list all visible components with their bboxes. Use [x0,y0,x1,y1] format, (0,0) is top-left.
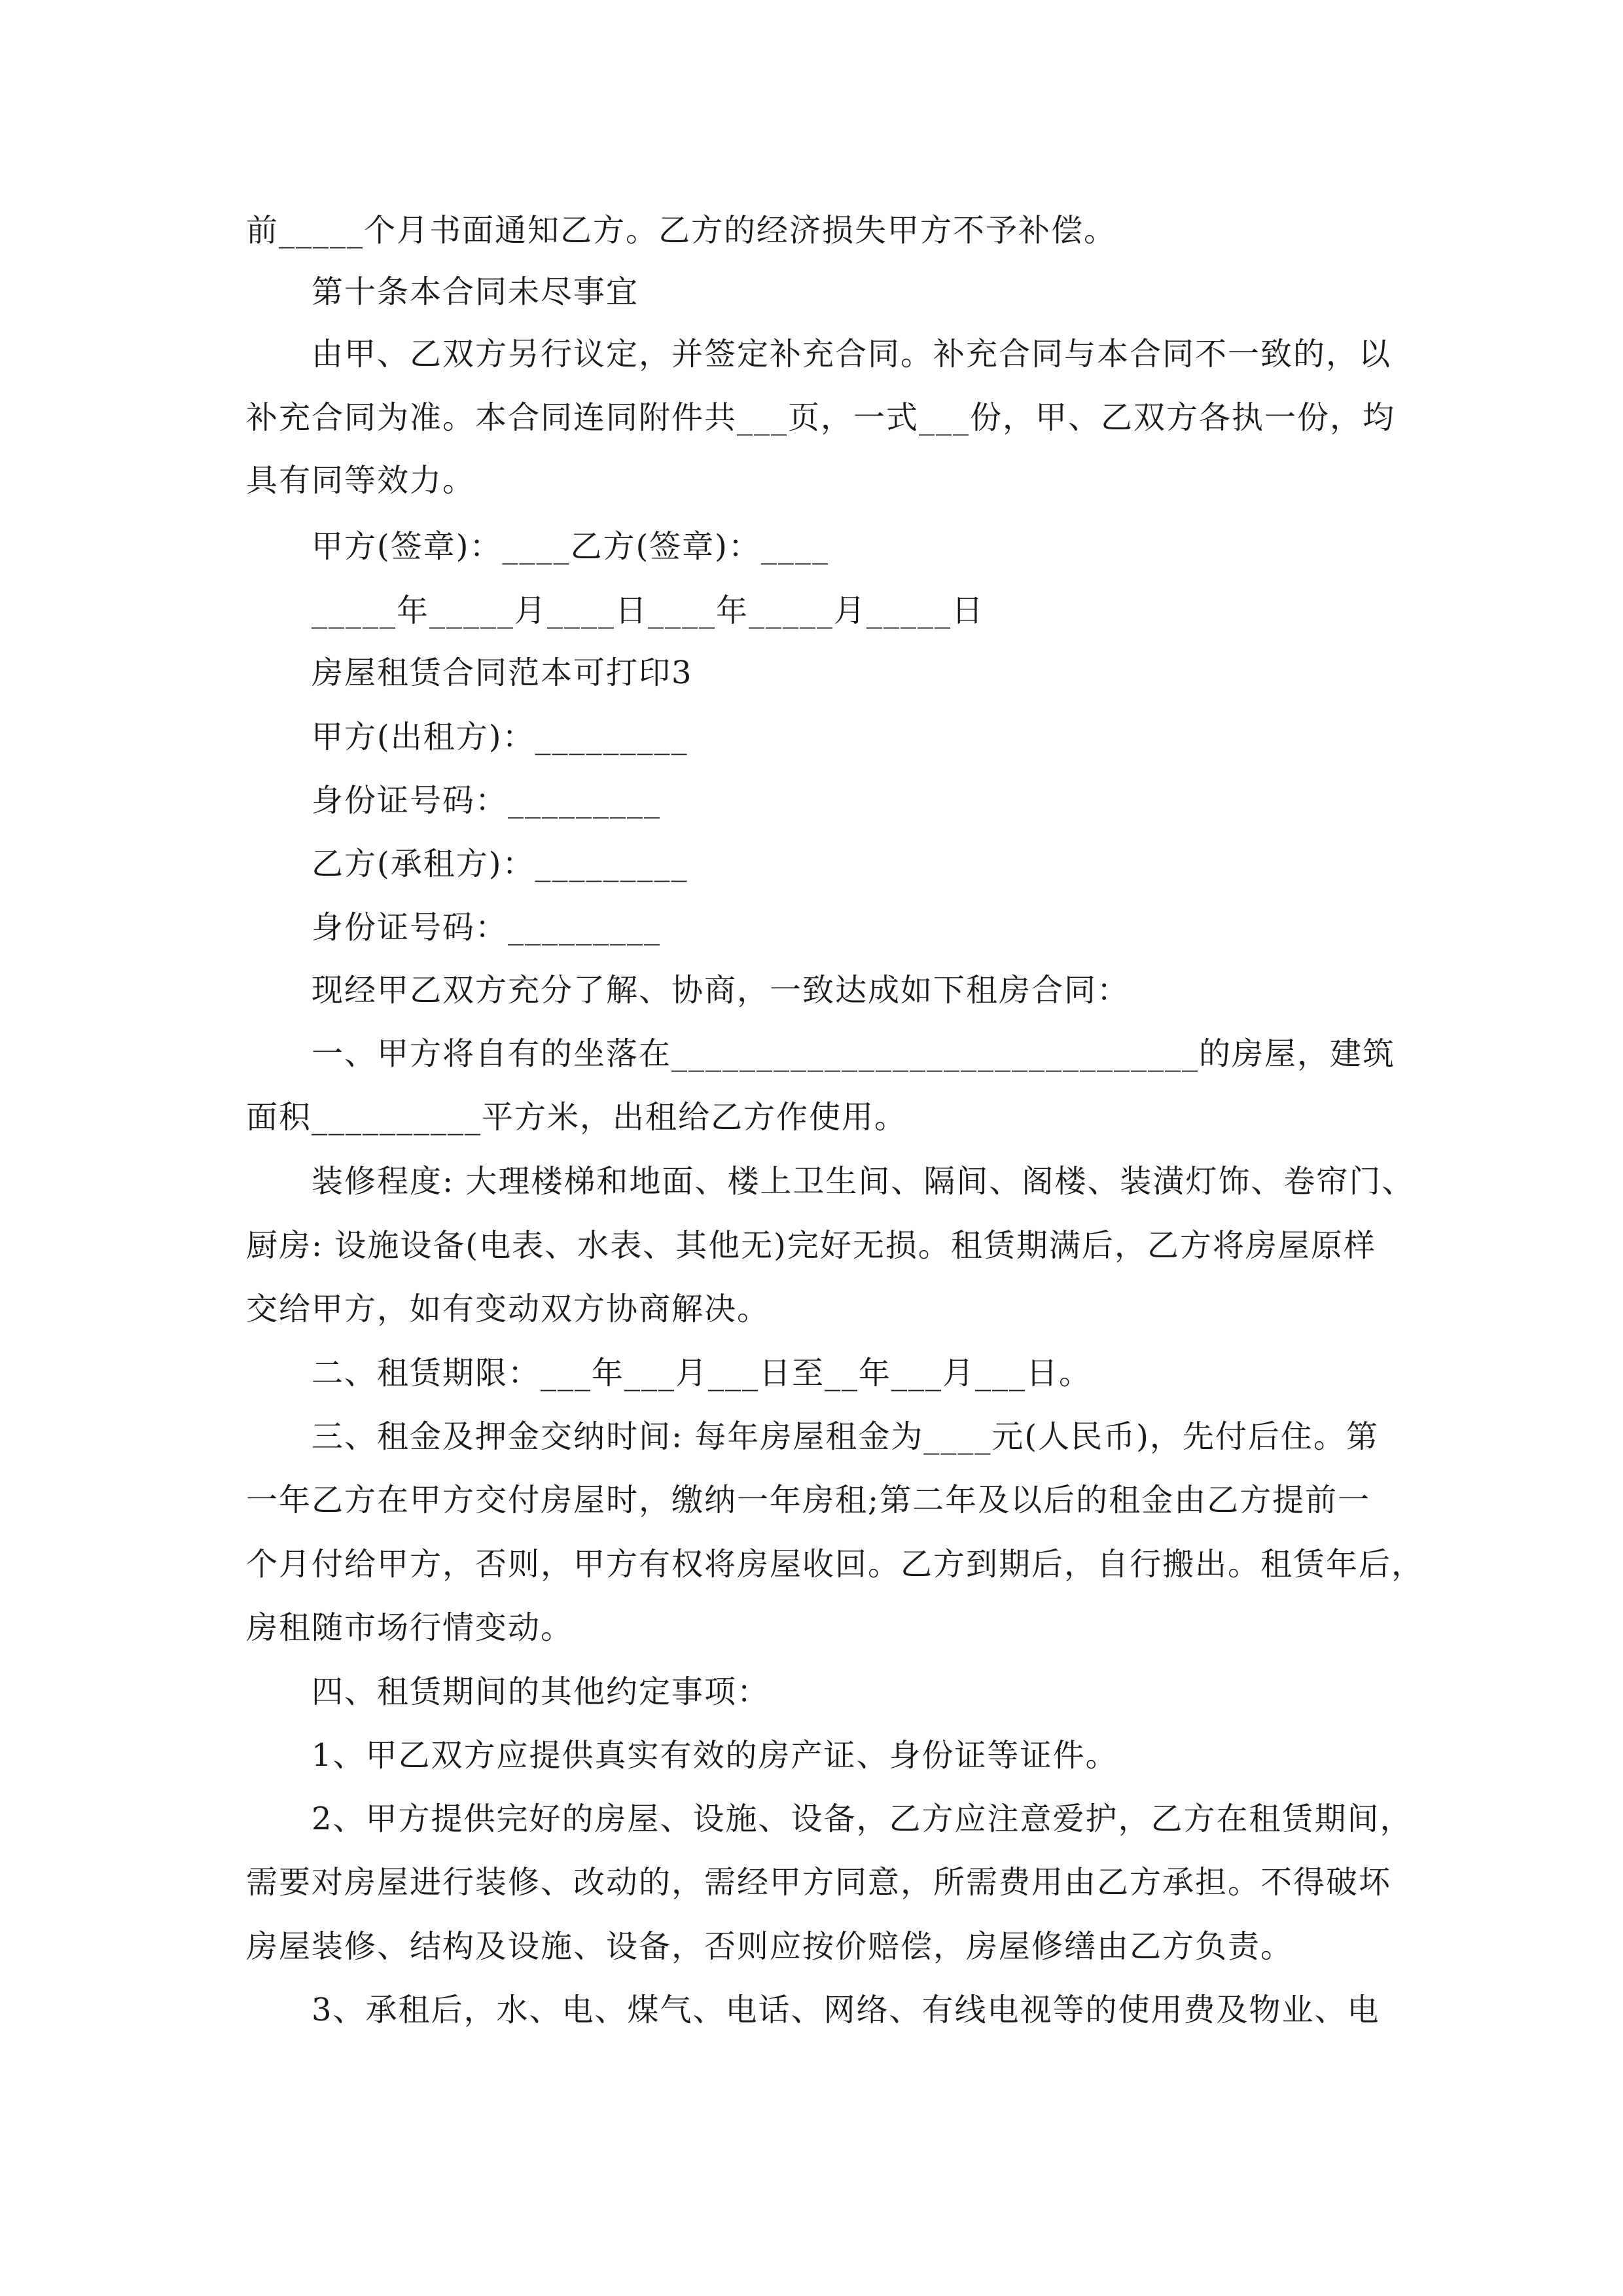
list-item: 3、承租后，水、电、煤气、电话、网络、有线电视等的使用费及物业、电 [312,1992,1380,2028]
text-line: 装修程度: 大理楼梯和地面、楼上卫生间、隔间、阁楼、装潢灯饰、卷帘门、 [312,1163,1415,1200]
text-line: 面积__________平方米，出租给乙方作使用。 [246,1099,908,1136]
list-item: 1、甲乙双方应提供真实有效的房产证、身份证等证件。 [312,1737,1118,1774]
text-line: 具有同等效力。 [246,462,476,499]
section-heading: 第十条本合同未尽事宜 [312,274,639,310]
party-b-field: 乙方(承租方)：_________ [312,846,688,882]
text-line: 房租随市场行情变动。 [246,1609,574,1646]
clause-4: 四、租赁期间的其他约定事项： [312,1674,770,1710]
text-line: 由甲、乙双方另行议定，并签定补充合同。补充合同与本合同不一致的，以 [312,336,1392,372]
text-line: 个月付给甲方，否则，甲方有权将房屋收回。乙方到期后，自行搬出。租赁年后， [246,1546,1425,1583]
text-line: 一年乙方在甲方交付房屋时，缴纳一年房租;第二年及以后的租金由乙方提前一 [246,1482,1371,1518]
text-line: 补充合同为准。本合同连同附件共___页，一式___份，甲、乙双方各执一份，均 [246,399,1396,436]
signature-line: 甲方(签章)：____乙方(签章)：____ [312,528,829,565]
text-line: 厨房: 设施设备(电表、水表、其他无)完好无损。租赁期满后，乙方将房屋原样 [246,1227,1376,1264]
date-line: _____年_____月____日____年_____月_____日 [312,592,985,629]
text-line: 前_____个月书面通知乙方。乙方的经济损失甲方不予补偿。 [246,212,1117,249]
party-b-id-field: 身份证号码：_________ [312,909,662,946]
clause-2: 二、租赁期限：___年___月___日至__年___月___日。 [312,1355,1092,1391]
clause-3: 三、租金及押金交纳时间: 每年房屋租金为____元(人民币)，先付后住。第 [312,1418,1379,1455]
clause-1: 一、甲方将自有的坐落在_______________________________的房屋，建筑 [312,1035,1396,1072]
text-line: 房屋装修、结构及设施、设备，否则应按价赔偿，房屋修缮由乙方负责。 [246,1928,1294,1965]
text-line: 交给甲方，如有变动双方协商解决。 [246,1291,770,1327]
text-line: 需要对房屋进行装修、改动的，需经甲方同意，所需费用由乙方承担。不得破坏 [246,1864,1392,1901]
document-title: 房屋租赁合同范本可打印3 [312,655,693,691]
party-a-id-field: 身份证号码：_________ [312,782,662,819]
party-a-field: 甲方(出租方)：_________ [312,719,688,755]
list-item: 2、甲方提供完好的房屋、设施、设备，乙方应注意爱护，乙方在租赁期间， [312,1801,1413,1837]
text-line: 现经甲乙双方充分了解、协商，一致达成如下租房合同： [312,972,1130,1009]
